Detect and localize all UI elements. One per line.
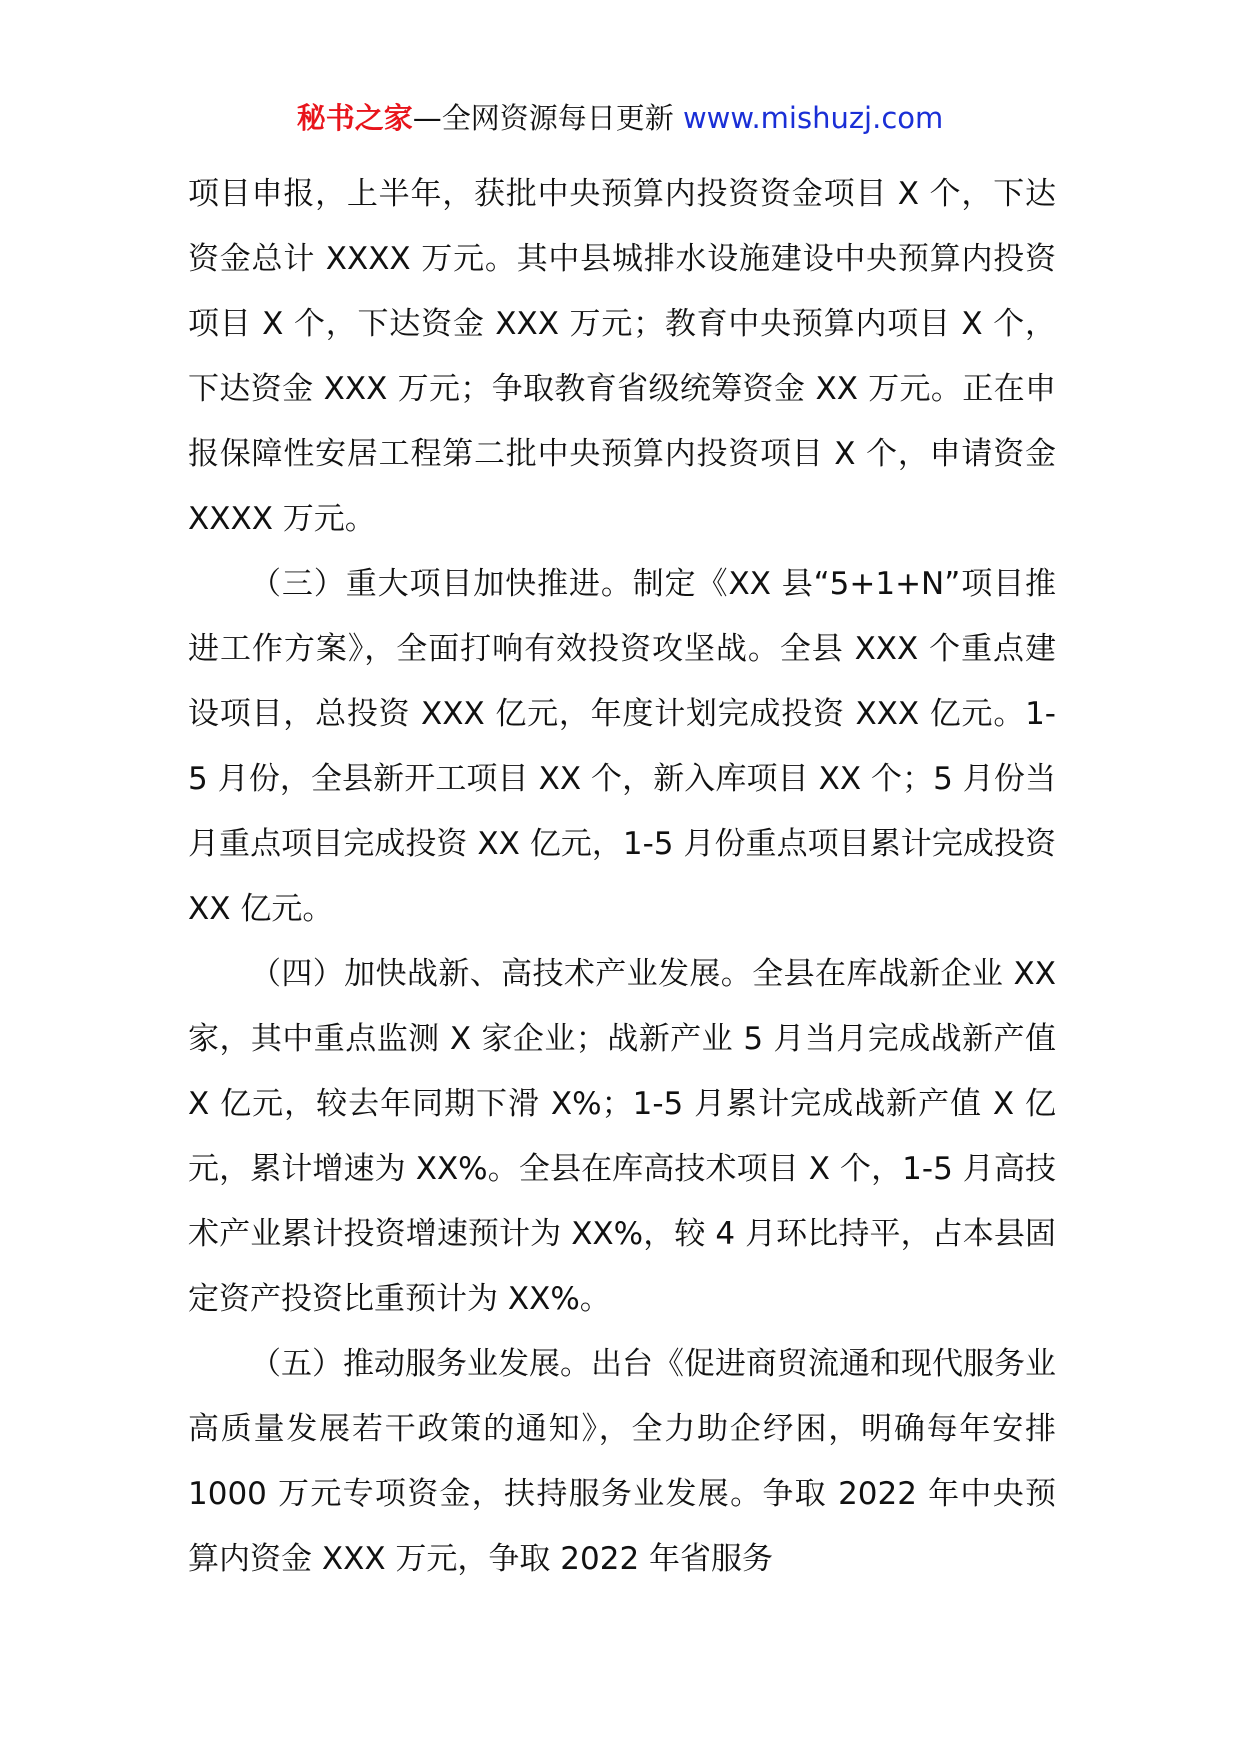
- paragraph-service-industry: （五）推动服务业发展。出台《促进商贸流通和现代服务业高质量发展若干政策的通知》，全力助企纾困，明确每年安排 1000 万元专项资金，扶持服务业发展。争取 2022 年中央预算内资金 XXX 万元，争取 2022 年省服务: [188, 1346, 1056, 1577]
- site-url-link[interactable]: www.mishuzj.com: [682, 101, 944, 135]
- document-body: [188, 162, 1056, 1592]
- paragraph-major-projects: （三）重大项目加快推进。制定《XX 县“5+1+N”项目推进工作方案》，全面打响有效投资攻坚战。全县 XXX 个重点建设项目，总投资 XXX 亿元，年度计划完成投资 XXX 亿元。1-5 月份，全县新开工项目 XX 个，新入库项目 XX 个；5 月份当月重点项目完成投资 XX 亿元，1-5 月份重点项目累计完成投资 XX 亿元。: [188, 566, 1056, 927]
- paragraph-high-tech-industry: （四）加快战新、高技术产业发展。全县在库战新企业 XX 家，其中重点监测 X 家企业；战新产业 5 月当月完成战新产值 X 亿元，较去年同期下滑 X%；1-5 月累计完成战新产值 X 亿元，累计增速为 XX%。全县在库高技术项目 X 个，1-5 月高技术产业累计投资增速预计为 XX%，较 4 月环比持平，占本县固定资产投资比重预计为 XX%。: [188, 956, 1056, 1317]
- paragraph-project-application: 项目申报，上半年，获批中央预算内投资资金项目 X 个，下达资金总计 XXXX 万元。其中县城排水设施建设中央预算内投资项目 X 个，下达资金 XXX 万元；教育中央预算内项目 X 个，下达资金 XXX 万元；争取教育省级统筹资金 XX 万元。正在申报保障性安居工程第二批中央预算内投资项目 X 个，申请资金 XXXX 万元。: [188, 176, 1056, 537]
- site-header: [0, 98, 1240, 138]
- site-tagline: —全网资源每日更新: [412, 101, 674, 135]
- site-brand: 秘书之家: [296, 101, 413, 135]
